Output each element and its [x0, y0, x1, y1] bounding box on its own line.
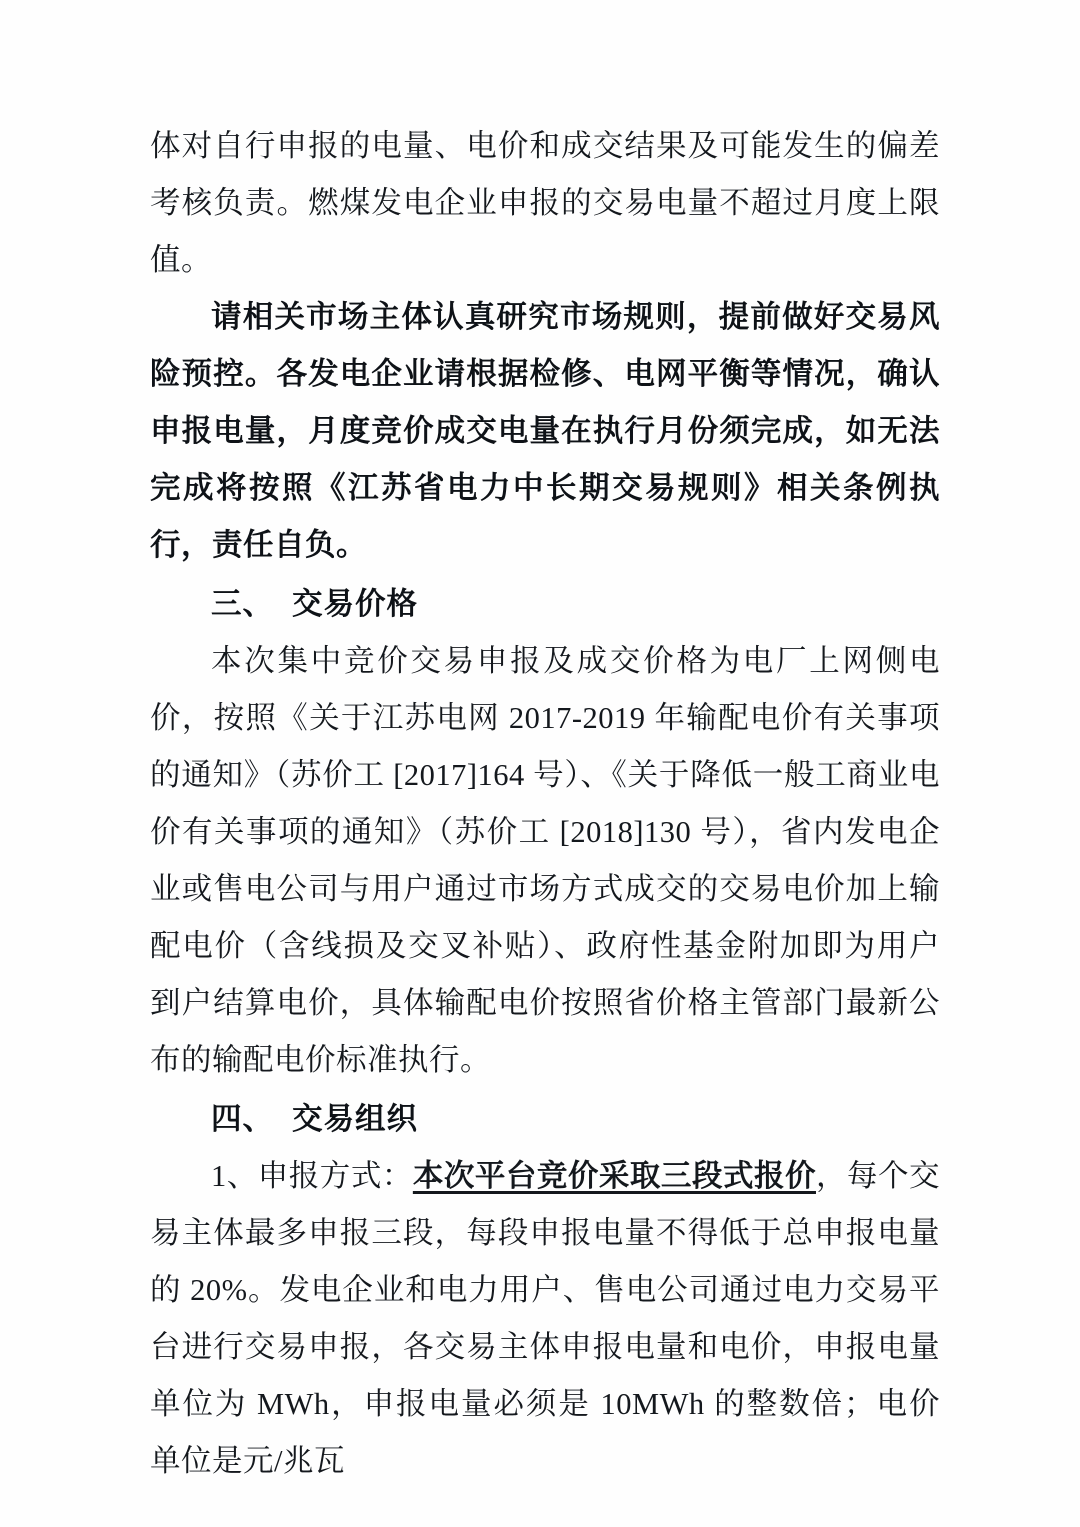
item-number: 1、 [211, 1159, 258, 1193]
section-heading-three [150, 576, 940, 633]
section-title-four: 交易组织 [292, 1102, 418, 1136]
item-emphasis: 本次平台竞价采取三段式报价 [412, 1159, 816, 1193]
section-number-four: 四、 [211, 1102, 274, 1136]
item-body: ，每个交易主体最多申报三段，每段申报电量不得低于总申报电量的 20%。发电企业和电力用户、售电公司通过电力交易平台进行交易申报，各交易主体申报电量和电价，申报电量单位为 MWh，申报电量必须是 10MWh 的整数倍；电价单位是元/兆瓦 [150, 1159, 941, 1478]
paragraph-continuation: 体对自行申报的电量、电价和成交结果及可能发生的偏差考核负责。燃煤发电企业申报的交易电量不超过月度上限值。 [150, 129, 940, 277]
section-heading-four [150, 1091, 940, 1148]
section-three-body: 本次集中竞价交易申报及成交价格为电厂上网侧电价，按照《关于江苏电网 2017-2019 年输配电价有关事项的通知》（苏价工 [2017]164 号）、《关于降低一般工商业电价有关事项的通知》（苏价工 [2018]130 号），省内发电企业或售电公司与用户通过市场方式成交的交易电价加上输配电价（含线损及交叉补贴）、政府性基金附加即为用户到户结算电价，具体输配电价按照省价格主管部门最新公布的输配电价标准执行。 [150, 644, 940, 1077]
section-number-three: 三、 [211, 587, 274, 621]
section-title-three: 交易价格 [292, 587, 418, 621]
paragraph-bold-notice: 请相关市场主体认真研究市场规则，提前做好交易风险预控。各发电企业请根据检修、电网平衡等情况，确认申报电量，月度竞价成交电量在执行月份须完成，如无法完成将按照《江苏省电力中长期交易规则》相关条例执行，责任自负。 [150, 300, 940, 562]
section-four-item-one [150, 1148, 940, 1490]
item-label: 申报方式： [257, 1159, 413, 1193]
document-body [150, 118, 940, 1490]
